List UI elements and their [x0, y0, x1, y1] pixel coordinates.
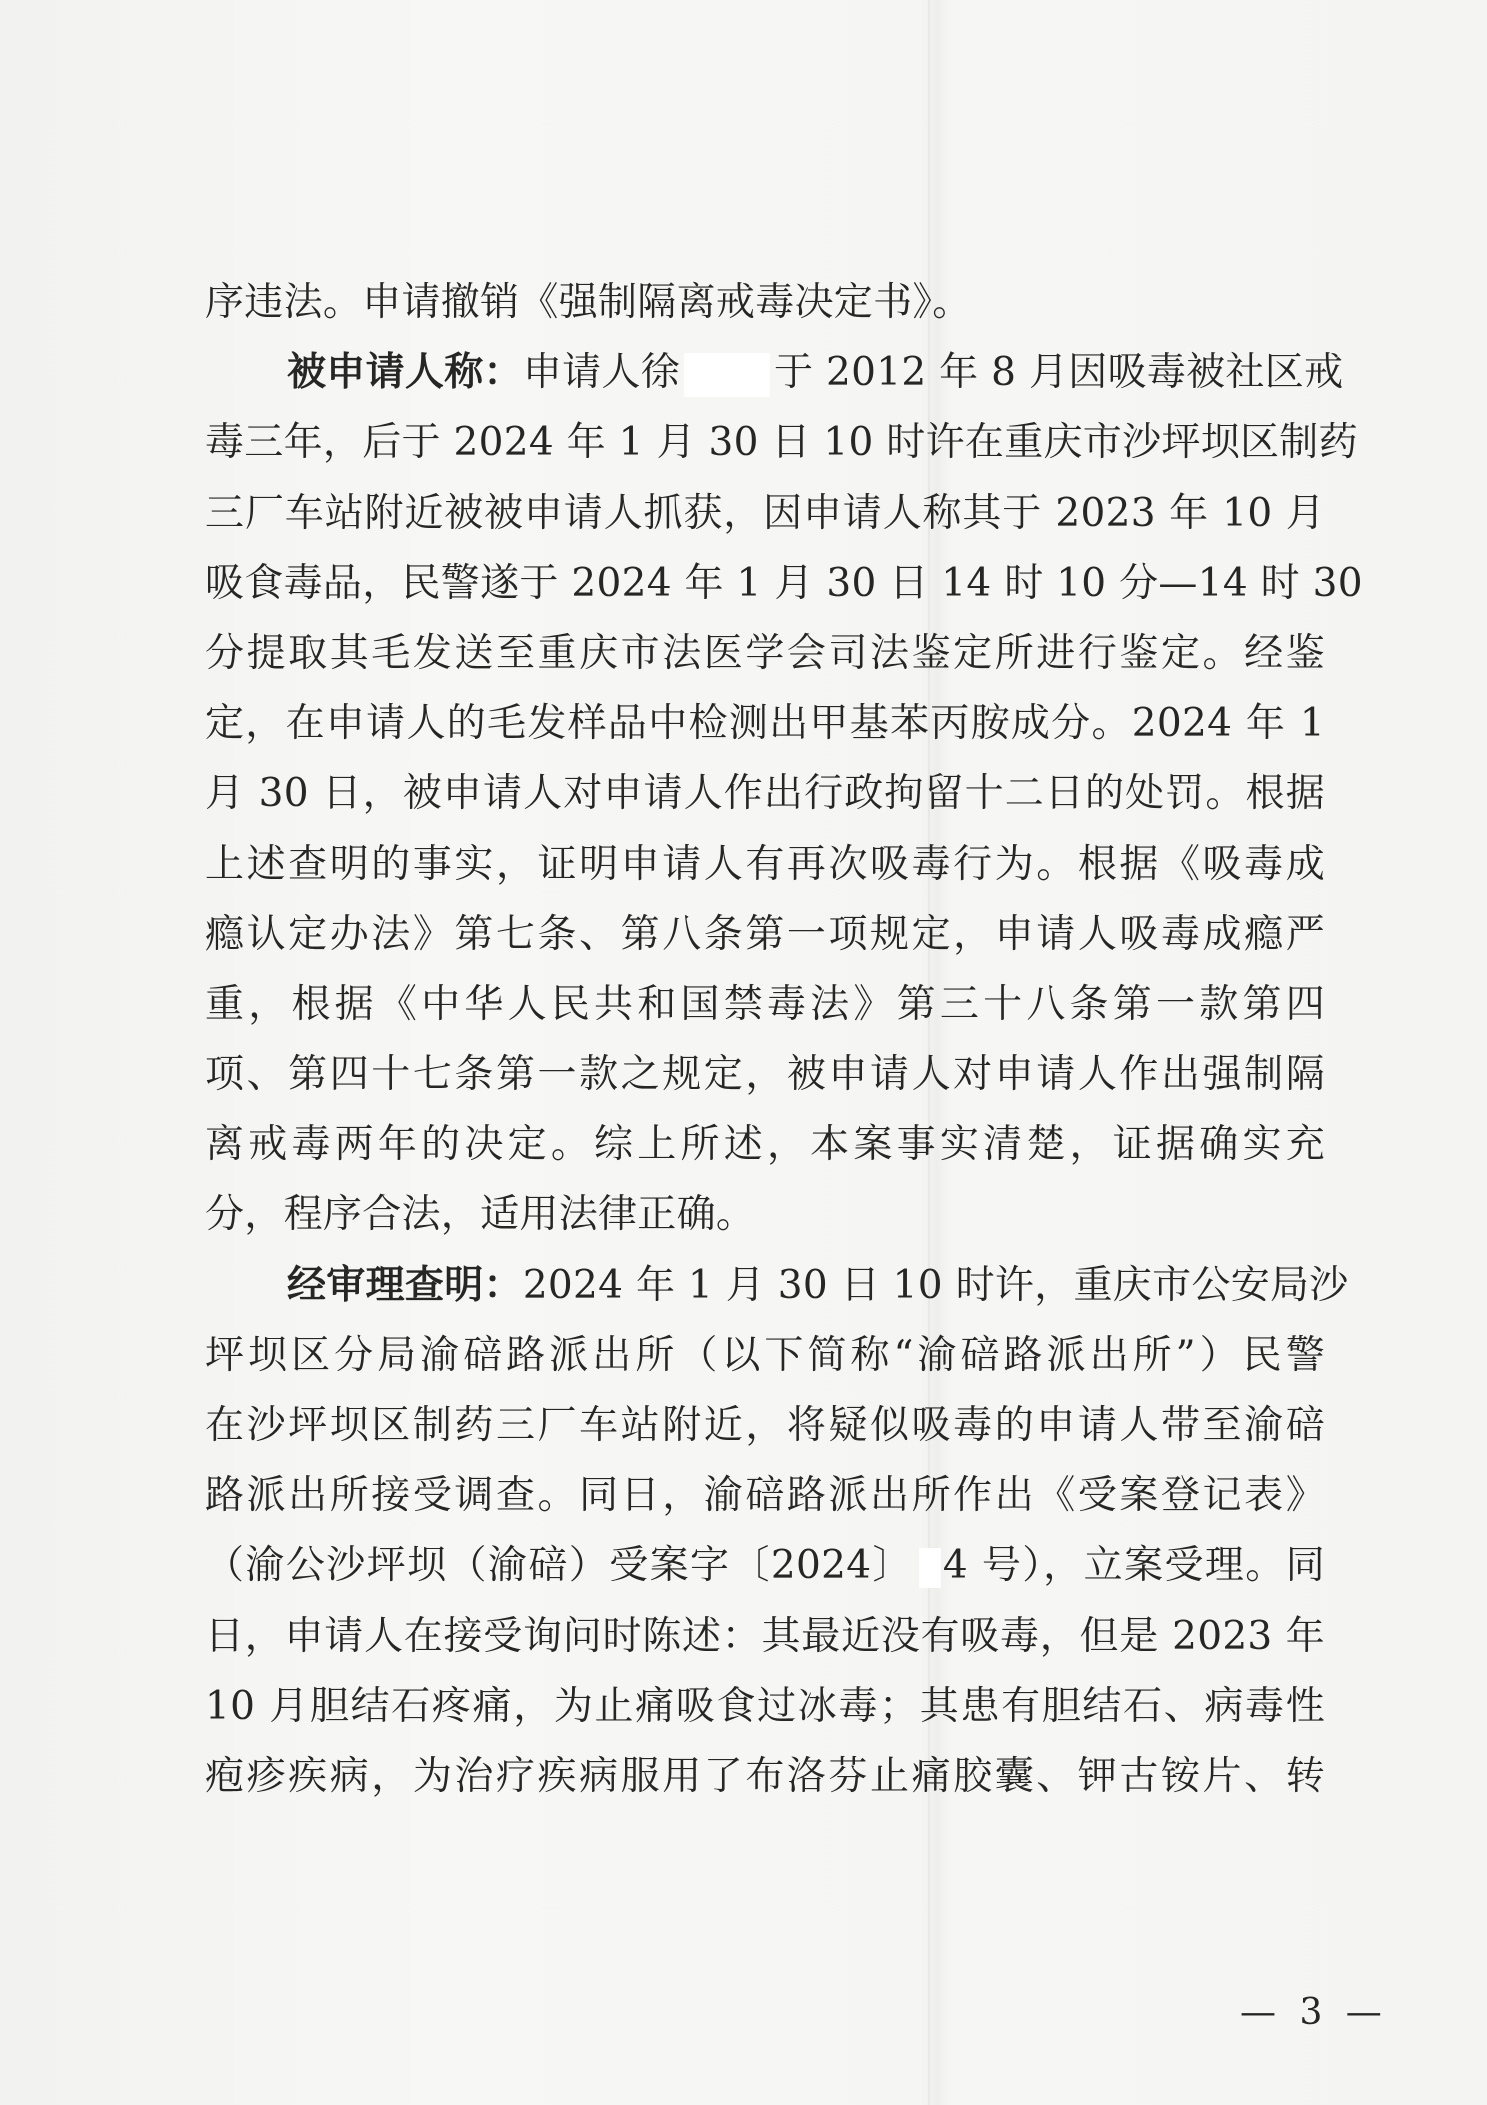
line-text-pre: （渝公沙坪坝（渝碚）受案字〔2024〕: [205, 1543, 913, 1589]
paragraph-line: 疱疹疾病，为治疗疾病服用了布洛芬止痛胶囊、钾古铵片、转: [205, 1753, 1325, 1799]
paragraph-line: 吸食毒品，民警遂于 2024 年 1 月 30 日 14 时 10 分—14 时 30: [205, 560, 1363, 606]
paragraph-line: 在沙坪坝区制药三厂车站附近，将疑似吸毒的申请人带至渝碚: [205, 1403, 1325, 1448]
paragraph-line: 日，申请人在接受询问时陈述：其最近没有吸毒，但是 2023 年: [205, 1613, 1325, 1659]
findings-line: [205, 1251, 1349, 1321]
redaction-box: [684, 353, 770, 397]
line-text-pre: 申请人徐: [522, 350, 681, 396]
page-number: — 3 —: [1240, 1992, 1388, 2033]
paragraph-line: 分，程序合法，适用法律正确。: [205, 1192, 756, 1238]
paragraph-line: 分提取其毛发送至重庆市法医学会司法鉴定所进行鉴定。经鉴: [205, 630, 1325, 676]
paragraph-line: 三厂车站附近被被申请人抓获，因申请人称其于 2023 年 10 月: [205, 490, 1325, 536]
paragraph-line: 项、第四十七条第一款之规定，被申请人对申请人作出强制隔: [205, 1052, 1325, 1098]
paragraph-line: 序违法。申请撤销《强制隔离戒毒决定书》。: [205, 280, 972, 325]
paragraph-line: 路派出所接受调查。同日，渝碚路派出所作出《受案登记表》: [205, 1473, 1325, 1519]
paragraph-line: 重，根据《中华人民共和国禁毒法》第三十八条第一款第四: [205, 981, 1325, 1027]
document-body: [205, 268, 1363, 1812]
paragraph-line: 坪坝区分局渝碚路派出所（以下简称“渝碚路派出所”）民警: [205, 1332, 1325, 1378]
paragraph-line: 瘾认定办法》第七条、第八条第一项规定，申请人吸毒成瘾严: [205, 911, 1325, 957]
line-text-post: 4 号），立案受理。同: [942, 1543, 1326, 1589]
respondent-statement-line: [205, 338, 1344, 408]
paragraph-line: 上述查明的事实，证明申请人有再次吸毒行为。根据《吸毒成: [205, 841, 1325, 887]
paragraph-line: 毒三年，后于 2024 年 1 月 30 日 10 时许在重庆市沙坪坝区制药: [205, 420, 1358, 466]
line-text-post: 于 2012 年 8 月因吸毒被社区戒: [774, 350, 1344, 396]
paragraph-line: 离戒毒两年的决定。综上所述，本案事实清楚，证据确实充: [205, 1122, 1325, 1168]
case-number-line: [205, 1531, 1325, 1601]
redaction-box: [919, 1548, 941, 1588]
paragraph-line: 月 30 日，被申请人对申请人作出行政拘留十二日的处罚。根据: [205, 771, 1325, 817]
section-label-respondent: 被申请人称：: [287, 350, 523, 396]
section-label-findings: 经审理查明：: [287, 1262, 523, 1308]
line-text: 2024 年 1 月 30 日 10 时许，重庆市公安局沙: [522, 1262, 1349, 1308]
paragraph-line: 定，在申请人的毛发样品中检测出甲基苯丙胺成分。2024 年 1: [205, 701, 1325, 747]
paragraph-line: 10 月胆结石疼痛，为止痛吸食过冰毒；其患有胆结石、病毒性: [205, 1683, 1325, 1729]
